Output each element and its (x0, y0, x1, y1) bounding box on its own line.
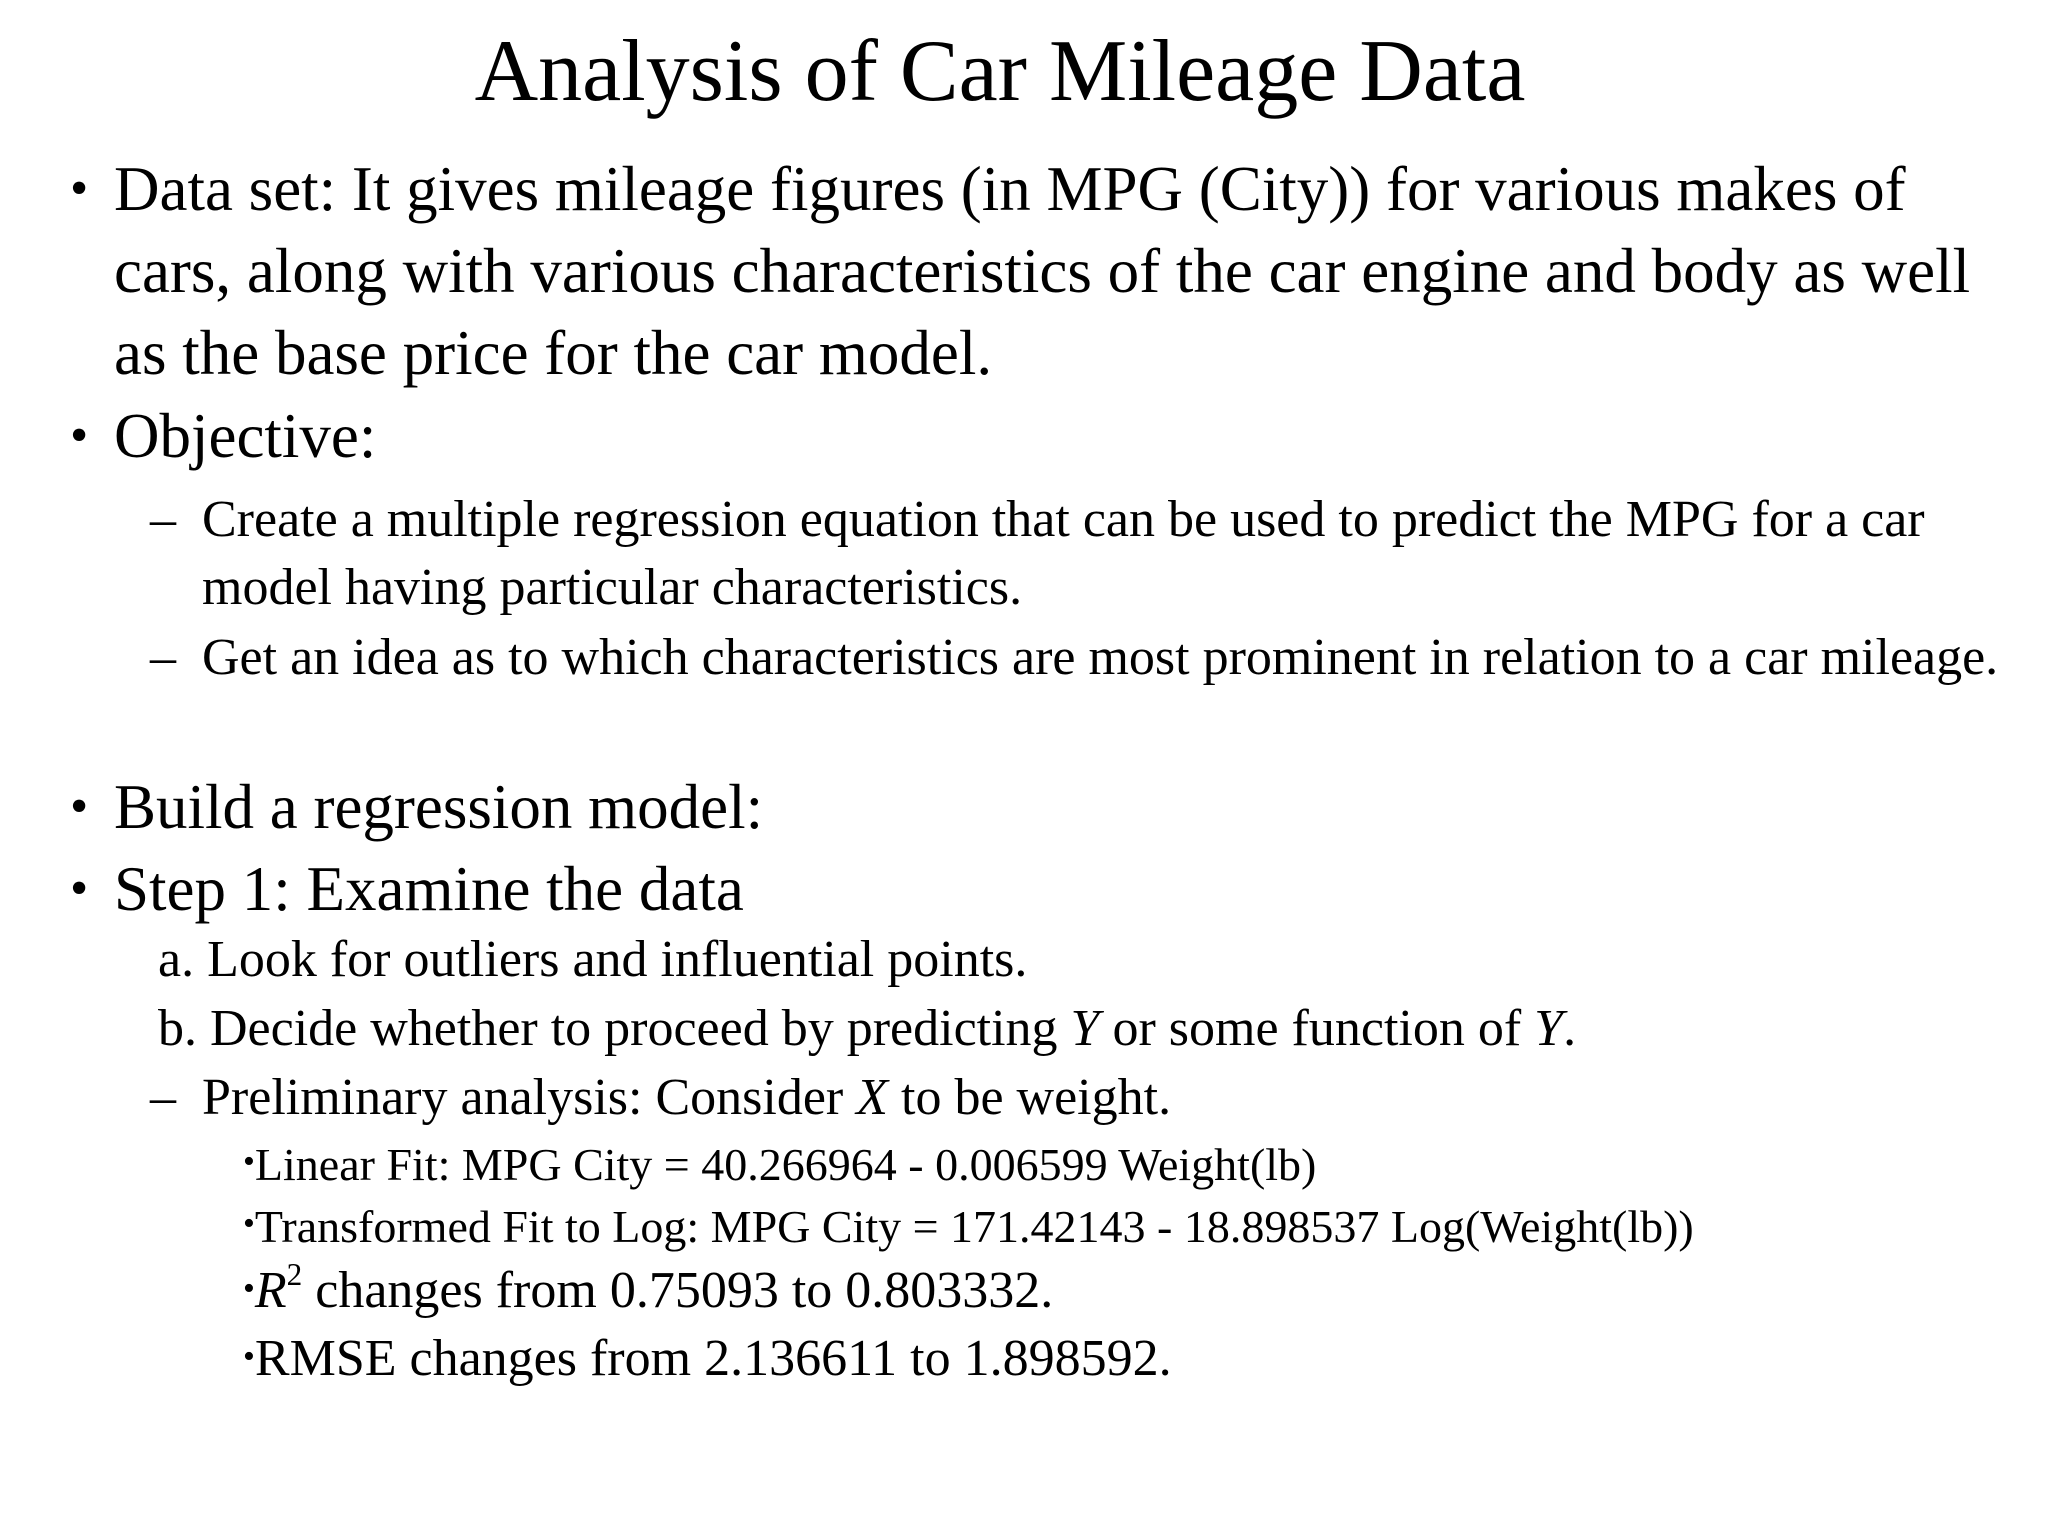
step-item-b (158, 995, 2008, 1063)
bullet-objective (70, 395, 1990, 477)
linear-fit-text: Linear Fit: MPG City = 40.266964 - 0.006599 Weight(lb) (254, 1139, 1317, 1190)
step-item-text-mid: or some function of (1099, 1000, 1535, 1057)
rmse-text: RMSE changes from 2.136611 to 1.898592. (254, 1330, 1172, 1387)
sub-bullet-text (202, 1064, 2010, 1132)
r-squared-text: changes from 0.75093 to 0.803332. (302, 1262, 1054, 1319)
step-item-text-pre: b. Decide whether to proceed by predicting (158, 1000, 1071, 1057)
variable-x: X (856, 1069, 889, 1126)
objective-item-regression-equation (150, 486, 2010, 622)
prelim-text-pre: Preliminary analysis: Consider (202, 1069, 857, 1126)
slide-title: Analysis of Car Mileage Data (474, 23, 1526, 120)
bullet-text: Objective: (114, 401, 377, 471)
objective-item-characteristics (150, 624, 2010, 692)
step-item-text: a. Look for outliers and influential points. (158, 931, 1028, 988)
bullet-icon: • (70, 778, 89, 835)
bullet-icon: • (243, 1205, 255, 1242)
bullet-step-1 (70, 848, 1990, 930)
bullet-icon: • (243, 1143, 255, 1180)
bullet-icon: • (70, 860, 89, 917)
bullet-text: Data set: It gives mileage figures (in MPG (City)) for various makes of cars, along with various characteristics of the car engine and body as well as the base price for the car model. (114, 154, 1971, 388)
preliminary-analysis (150, 1064, 2010, 1132)
r-squared-line (243, 1255, 2033, 1325)
step-item-text-post: . (1563, 1000, 1577, 1057)
variable-y: Y (1070, 1000, 1100, 1057)
r-variable: R (254, 1262, 287, 1319)
log-fit-line (243, 1193, 2033, 1258)
variable-y: Y (1534, 1000, 1564, 1057)
bullet-icon: • (243, 1270, 255, 1307)
bullet-icon: • (243, 1338, 255, 1375)
bullet-text: Build a regression model: (114, 772, 764, 842)
prelim-text-post: to be weight. (888, 1069, 1172, 1126)
bullet-icon: • (70, 407, 89, 464)
bullet-data-set (70, 148, 1990, 394)
sub-bullet-text: Create a multiple regression equation that can be used to predict the MPG for a car model having particular characteristics. (202, 491, 1925, 616)
bullet-build-model (70, 766, 1990, 848)
bullet-icon: • (70, 160, 89, 217)
dash-icon: – (150, 629, 176, 686)
r-superscript: 2 (286, 1257, 303, 1292)
rmse-line (243, 1323, 2033, 1393)
dash-icon: – (150, 1069, 176, 1126)
bullet-text: Step 1: Examine the data (114, 854, 744, 924)
log-fit-text: Transformed Fit to Log: MPG City = 171.42143 - 18.898537 Log(Weight(lb)) (254, 1201, 1694, 1252)
step-item-a (158, 926, 2008, 994)
linear-fit-line (243, 1131, 2033, 1196)
sub-bullet-text: Get an idea as to which characteristics are most prominent in relation to a car mileage. (202, 629, 1999, 686)
dash-icon: – (150, 491, 176, 548)
